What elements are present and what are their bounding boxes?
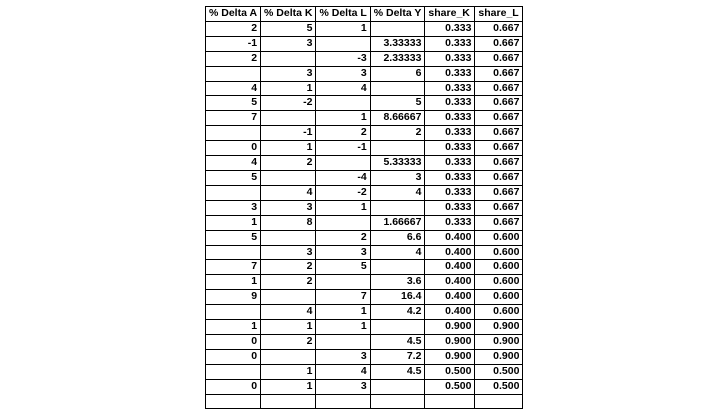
cell-share-l[interactable]: 0.600 [475,275,523,290]
cell-delta-y[interactable] [370,260,425,275]
table-row [206,260,523,275]
cell-delta-a[interactable] [206,245,261,260]
cell-share-k[interactable]: 0.500 [425,379,475,394]
cell-delta-y[interactable]: 3 [370,170,425,185]
cell-delta-a[interactable]: 1 [206,275,261,290]
cell-delta-k[interactable]: 8 [261,215,316,230]
cell-share-k[interactable]: 0.500 [425,364,475,379]
cell-delta-l[interactable] [316,96,370,111]
cell-delta-k[interactable] [261,349,316,364]
cell-share-k[interactable]: 0.400 [425,305,475,320]
cell-share-l[interactable]: 0.667 [475,21,523,36]
cell-delta-a[interactable] [206,394,261,409]
cell-delta-k[interactable]: 1 [261,81,316,96]
cell-delta-a[interactable]: 5 [206,230,261,245]
cell-delta-k[interactable]: 1 [261,320,316,335]
cell-delta-l[interactable]: 1 [316,21,370,36]
cell-share-k[interactable]: 0.333 [425,51,475,66]
table-row [206,230,523,245]
cell-delta-y[interactable]: 4 [370,245,425,260]
cell-delta-y[interactable]: 5 [370,96,425,111]
cell-delta-y[interactable]: 3.6 [370,275,425,290]
cell-share-k[interactable]: 0.400 [425,290,475,305]
header-delta-k[interactable]: % Delta K [261,7,316,22]
cell-delta-k[interactable] [261,170,316,185]
cell-delta-k[interactable]: 4 [261,185,316,200]
cell-delta-k[interactable] [261,230,316,245]
cell-delta-y[interactable] [370,320,425,335]
table-row [206,111,523,126]
table-row [206,305,523,320]
cell-delta-y[interactable]: 4.5 [370,334,425,349]
table-row [206,275,523,290]
cell-delta-a[interactable]: 0 [206,141,261,156]
cell-delta-k[interactable]: 1 [261,364,316,379]
cell-delta-k[interactable]: 3 [261,36,316,51]
header-share-l[interactable]: share_L [475,7,523,22]
cell-delta-l[interactable]: 3 [316,245,370,260]
cell-delta-k[interactable]: 1 [261,379,316,394]
cell-share-l[interactable]: 0.667 [475,51,523,66]
cell-delta-l[interactable]: 3 [316,66,370,81]
cell-share-k[interactable]: 0.400 [425,245,475,260]
cell-share-l[interactable]: 0.667 [475,141,523,156]
cell-delta-y[interactable]: 7.2 [370,349,425,364]
cell-share-l[interactable]: 0.600 [475,290,523,305]
cell-share-l[interactable]: 0.900 [475,320,523,335]
cell-share-k[interactable]: 0.333 [425,21,475,36]
cell-delta-y[interactable] [370,379,425,394]
cell-delta-l[interactable]: 2 [316,126,370,141]
cell-share-k[interactable]: 0.900 [425,334,475,349]
cell-delta-a[interactable]: 2 [206,51,261,66]
cell-share-l[interactable]: 0.667 [475,200,523,215]
cell-delta-a[interactable]: 0 [206,349,261,364]
cell-share-l[interactable]: 0.667 [475,81,523,96]
cell-share-l[interactable]: 0.600 [475,245,523,260]
cell-share-k[interactable]: 0.400 [425,230,475,245]
table-row [206,320,523,335]
table-row [206,36,523,51]
cell-delta-k[interactable]: 2 [261,334,316,349]
cell-delta-l[interactable]: 3 [316,379,370,394]
cell-delta-a[interactable]: 5 [206,96,261,111]
cell-share-k[interactable]: 0.333 [425,36,475,51]
header-delta-y[interactable]: % Delta Y [370,7,425,22]
cell-delta-k[interactable] [261,111,316,126]
cell-share-k[interactable]: 0.333 [425,141,475,156]
cell-delta-k[interactable] [261,394,316,409]
header-row [206,7,523,22]
cell-share-l[interactable]: 0.667 [475,126,523,141]
cell-delta-y[interactable] [370,21,425,36]
table-row [206,334,523,349]
cell-delta-l[interactable]: 4 [316,364,370,379]
table-row [206,394,523,409]
cell-share-l[interactable]: 0.900 [475,349,523,364]
cell-share-k[interactable]: 0.400 [425,275,475,290]
cell-delta-y[interactable]: 2.33333 [370,51,425,66]
cell-delta-y[interactable]: 5.33333 [370,156,425,171]
cell-delta-l[interactable]: 1 [316,111,370,126]
cell-delta-a[interactable]: 4 [206,81,261,96]
cell-delta-l[interactable] [316,275,370,290]
cell-delta-l[interactable]: -4 [316,170,370,185]
cell-delta-y[interactable] [370,81,425,96]
cell-share-l[interactable]: 0.667 [475,36,523,51]
cell-share-l[interactable]: 0.600 [475,305,523,320]
cell-delta-a[interactable] [206,126,261,141]
cell-share-k[interactable]: 0.333 [425,111,475,126]
cell-delta-y[interactable]: 6.6 [370,230,425,245]
cell-delta-y[interactable] [370,141,425,156]
cell-delta-k[interactable]: 4 [261,305,316,320]
cell-delta-a[interactable]: 2 [206,21,261,36]
table-row [206,81,523,96]
cell-share-l[interactable]: 0.500 [475,379,523,394]
header-share-k[interactable]: share_K [425,7,475,22]
cell-delta-k[interactable]: -1 [261,126,316,141]
cell-delta-k[interactable] [261,51,316,66]
cell-delta-a[interactable] [206,305,261,320]
cell-share-k[interactable]: 0.400 [425,260,475,275]
cell-delta-l[interactable] [316,36,370,51]
cell-delta-y[interactable]: 6 [370,66,425,81]
table-row [206,215,523,230]
cell-share-k[interactable]: 0.333 [425,81,475,96]
table-row [206,185,523,200]
cell-share-k[interactable]: 0.333 [425,215,475,230]
cell-delta-l[interactable]: 2 [316,230,370,245]
cell-share-k[interactable]: 0.333 [425,185,475,200]
table-row [206,245,523,260]
cell-delta-a[interactable]: 3 [206,200,261,215]
cell-delta-l[interactable]: 7 [316,290,370,305]
header-delta-a[interactable]: % Delta A [206,7,261,22]
cell-share-k[interactable] [425,394,475,409]
cell-delta-k[interactable]: 5 [261,21,316,36]
cell-share-l[interactable]: 0.667 [475,111,523,126]
cell-delta-a[interactable]: 7 [206,111,261,126]
cell-delta-a[interactable]: 9 [206,290,261,305]
table-row [206,379,523,394]
cell-delta-a[interactable]: 1 [206,215,261,230]
cell-share-k[interactable]: 0.900 [425,320,475,335]
cell-delta-y[interactable]: 8.66667 [370,111,425,126]
cell-delta-l[interactable]: -1 [316,141,370,156]
table-row [206,290,523,305]
cell-delta-a[interactable] [206,66,261,81]
cell-share-l[interactable]: 0.667 [475,66,523,81]
table-row [206,21,523,36]
cell-delta-y[interactable]: 16.4 [370,290,425,305]
cell-share-k[interactable]: 0.333 [425,170,475,185]
cell-delta-a[interactable]: 0 [206,334,261,349]
cell-delta-y[interactable] [370,200,425,215]
cell-delta-k[interactable]: 3 [261,245,316,260]
table-row [206,156,523,171]
cell-delta-k[interactable]: 1 [261,141,316,156]
cell-delta-l[interactable]: -3 [316,51,370,66]
table-body [206,21,523,409]
table-row [206,96,523,111]
cell-delta-l[interactable] [316,215,370,230]
cell-delta-y[interactable] [370,394,425,409]
cell-share-l[interactable]: 0.900 [475,334,523,349]
data-table [205,6,523,409]
cell-delta-k[interactable]: 3 [261,200,316,215]
cell-share-l[interactable]: 0.667 [475,215,523,230]
cell-delta-a[interactable]: 7 [206,260,261,275]
cell-delta-k[interactable] [261,290,316,305]
cell-delta-k[interactable]: 2 [261,156,316,171]
cell-delta-l[interactable] [316,156,370,171]
table-row [206,200,523,215]
cell-share-k[interactable]: 0.333 [425,126,475,141]
cell-delta-k[interactable]: 3 [261,66,316,81]
table-row [206,141,523,156]
cell-delta-l[interactable]: 1 [316,320,370,335]
cell-share-l[interactable]: 0.667 [475,185,523,200]
cell-delta-k[interactable]: 2 [261,275,316,290]
table-row [206,349,523,364]
cell-share-l[interactable]: 0.667 [475,96,523,111]
cell-share-l[interactable]: 0.667 [475,170,523,185]
cell-delta-l[interactable]: 1 [316,200,370,215]
cell-share-k[interactable]: 0.900 [425,349,475,364]
cell-share-k[interactable]: 0.333 [425,96,475,111]
cell-share-l[interactable]: 0.667 [475,156,523,171]
cell-delta-l[interactable]: 1 [316,305,370,320]
cell-delta-a[interactable]: 0 [206,379,261,394]
cell-share-l[interactable]: 0.600 [475,260,523,275]
cell-delta-a[interactable]: 5 [206,170,261,185]
cell-delta-l[interactable]: 5 [316,260,370,275]
cell-delta-l[interactable]: 4 [316,81,370,96]
table-row [206,170,523,185]
cell-delta-a[interactable]: 4 [206,156,261,171]
header-delta-l[interactable]: % Delta L [316,7,370,22]
cell-share-l[interactable]: 0.600 [475,230,523,245]
cell-delta-y[interactable]: 2 [370,126,425,141]
cell-delta-a[interactable]: 1 [206,320,261,335]
cell-delta-y[interactable]: 4 [370,185,425,200]
table-row [206,66,523,81]
cell-delta-a[interactable] [206,185,261,200]
cell-delta-a[interactable] [206,364,261,379]
cell-share-k[interactable]: 0.333 [425,66,475,81]
cell-delta-l[interactable] [316,334,370,349]
cell-delta-y[interactable]: 4.2 [370,305,425,320]
table-row [206,51,523,66]
cell-delta-k[interactable]: 2 [261,260,316,275]
cell-delta-l[interactable]: 3 [316,349,370,364]
cell-share-l[interactable] [475,394,523,409]
table-row [206,364,523,379]
cell-delta-k[interactable]: -2 [261,96,316,111]
table-row [206,126,523,141]
cell-delta-a[interactable]: -1 [206,36,261,51]
cell-delta-y[interactable]: 3.33333 [370,36,425,51]
cell-delta-y[interactable]: 1.66667 [370,215,425,230]
cell-share-l[interactable]: 0.500 [475,364,523,379]
cell-delta-l[interactable]: -2 [316,185,370,200]
cell-share-k[interactable]: 0.333 [425,200,475,215]
cell-share-k[interactable]: 0.333 [425,156,475,171]
spreadsheet [205,6,523,409]
cell-delta-l[interactable] [316,394,370,409]
cell-delta-y[interactable]: 4.5 [370,364,425,379]
